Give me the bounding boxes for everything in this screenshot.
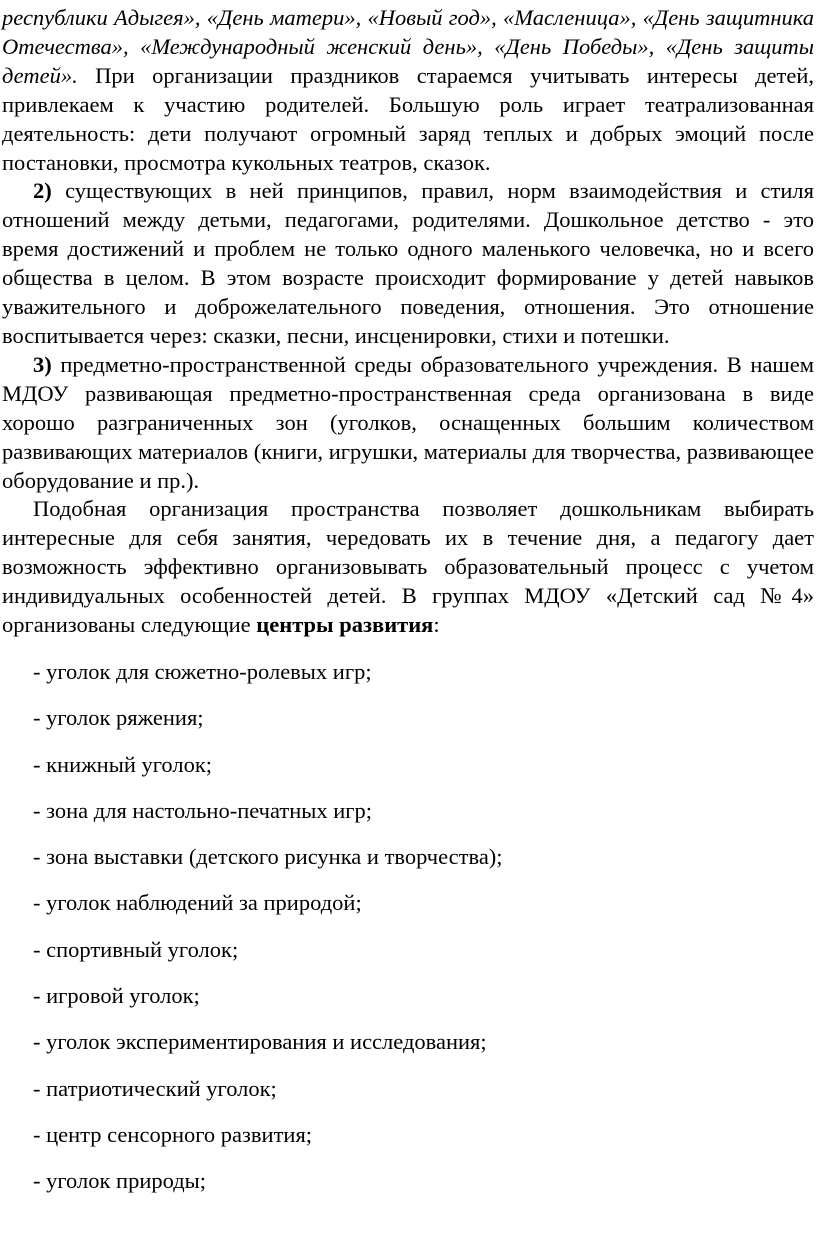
list-item: - уголок экспериментирования и исследования; [33, 1029, 487, 1055]
holiday-list-italic: республики Адыгея», «День матери», «Новый год», «Масленица», «День защитника Отечества», «Международный женский день», «День Победы», «День защиты детей». [2, 5, 814, 88]
list-item: - игровой уголок; [33, 983, 200, 1009]
list-item: - центр сенсорного развития; [33, 1121, 313, 1147]
paragraph-organization [2, 495, 814, 640]
paragraph-holidays [2, 4, 814, 177]
item-number-2: 2) [33, 178, 52, 204]
paragraph-environment [2, 351, 814, 496]
list-item: - книжный уголок; [33, 751, 213, 777]
paragraph-organization-end: : [433, 612, 440, 638]
list-item: - уголок ряжения; [33, 705, 204, 731]
list-item: - уголок природы; [33, 1168, 207, 1194]
paragraph-principles-text: существующих в ней принципов, правил, норм взаимодействия и стиля отношений между детьми, педагогами, родителями. Дошкольное детство - это время достижений и проблем не только одного маленького человечка, но и всего общества в целом. В этом возрасте происходит формирование у детей навыков уважительного и доброжелательного поведения, отношения. Это отношение воспитывается через: сказки, песни, инсценировки, стихи и потешки. [2, 178, 814, 348]
list-item: - уголок наблюдений за природой; [33, 890, 362, 916]
list-item: - патриотический уголок; [33, 1075, 277, 1101]
development-centers-list [2, 658, 814, 1196]
item-number-3: 3) [33, 351, 52, 377]
centers-heading-bold: центры развития [256, 612, 434, 638]
list-item: - спортивный уголок; [33, 936, 239, 962]
list-item: - зона выставки (детского рисунка и творчества); [33, 844, 503, 870]
paragraph-environment-text: предметно-пространственной среды образовательного учреждения. В нашем МДОУ развивающая предметно-пространственная среда организована в виде хорошо разграниченных зон (уголков, оснащенных большим количеством развивающих материалов (книги, игрушки, материалы для творчества, развивающее оборудование и пр.). [2, 351, 814, 493]
paragraph-holidays-text: При организации праздников стараемся учитывать интересы детей, привлекаем к участию родителей. Большую роль играет театрализованная деятельность: дети получают огромный заряд теплых и добрых эмоций после постановки, просмотра кукольных театров, сказок. [2, 62, 814, 175]
list-item: - уголок для сюжетно-ролевых игр; [33, 658, 372, 684]
paragraph-organization-text: Подобная организация пространства позволяет дошкольникам выбирать интересные для себя занятия, чередовать их в течение дня, а педагогу дает возможность эффективно организовывать образовательный процесс с учетом индивидуальных особенностей детей. В группах МДОУ «Детский сад №4» организованы следующие [2, 496, 814, 638]
list-item: - зона для настольно-печатных игр; [33, 797, 373, 823]
paragraph-principles [2, 177, 814, 350]
